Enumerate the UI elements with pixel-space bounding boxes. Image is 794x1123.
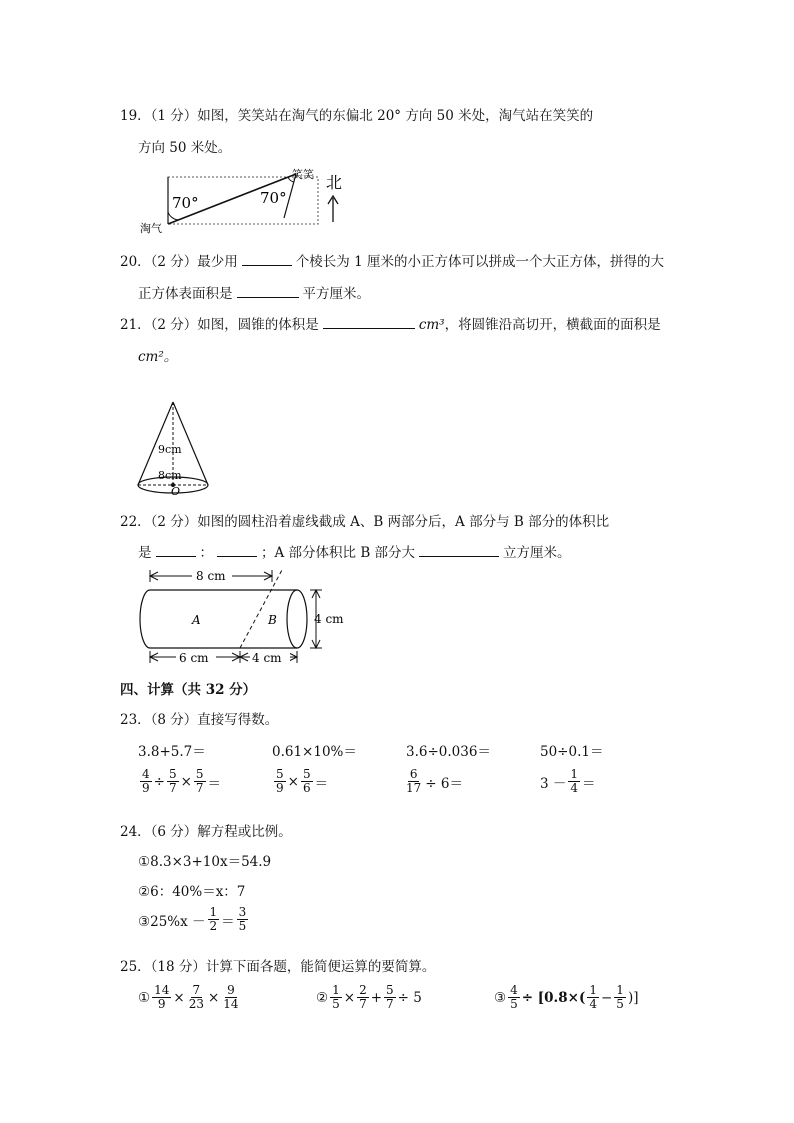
q24-eq2: ②6：40%＝x：7 [138,884,246,900]
q22-line1: 22．（2 分）如图的圆柱沿着虚线截成 A、B 两部分后，A 部分与 B 部分的体积比 [120,514,610,530]
q23-r1-a: 3.8+5.7＝ [138,744,206,760]
q22-bottom-right-label: 4 cm [252,651,282,665]
q25-a: ① $\frac{14}{9}$ × $\frac{7}{23}$ × $\frac{9}{14}$ [138,983,239,1011]
q25-b: ② $\frac{1}{5}$ × $\frac{2}{7}$ + $\frac{5}{7}$ ÷ 5 [316,983,422,1011]
q22-part-b: B [268,613,277,627]
q19-figure [136,160,356,238]
q21-line2: cm²。 [138,349,178,365]
q24-eq1: ①8.3×3+10x＝54.9 [138,854,272,870]
q22-blank1[interactable] [156,542,196,557]
q22-part-a: A [192,613,201,627]
q23-r2-b: $\frac{5}{9}$ × $\frac{5}{6}$ ＝ [276,767,329,795]
q23-r1-d: 50÷0.1＝ [540,744,604,760]
q25-title: 25．（18 分）计算下面各题，能简便运算的要简算。 [120,959,436,975]
q19-angle1: 70° [172,194,199,212]
q23-r2-d: 3 － $\frac{1}{4}$ ＝ [540,767,596,795]
q22-blank2[interactable] [217,542,257,557]
q19-angle2: 70° [260,189,287,207]
q23-r1-c: 3.6÷0.036＝ [406,744,491,760]
q22-blank3[interactable] [419,542,499,557]
q22-bottom-left-label: 6 cm [179,651,209,665]
q23-r2-a: $\frac{4}{9}$ ÷ $\frac{5}{7}$ × $\frac{5}{7}$ ＝ [142,767,222,795]
q21-line1: 21．（2 分）如图，圆锥的体积是 cm³，将圆锥沿高切开，横截面的面积是 [120,313,661,333]
q19-label-xiaoxiao: 笑笑 [292,168,314,181]
q22-top-label: 8 cm [196,569,226,583]
q21-blank[interactable] [323,314,415,329]
q25-c: ③ $\frac{4}{5}$ ÷ [0.8×( $\frac{1}{4}$ − $\frac{1}{5}$ )] [494,983,639,1011]
q22-cylinder-figure [134,566,364,666]
q24-eq3: ③25%x － $\frac{1}{2}$ ＝ $\frac{3}{5}$ [138,905,247,933]
q23-r2-c: $\frac{6}{17}$ ÷ 6＝ [406,767,463,795]
q22-height-label: 4 cm [314,612,344,626]
section4-title: 四、计算（共 32 分） [120,682,257,698]
q21-center-label: O [171,485,181,498]
q19-line1: 19．（1 分）如图，笑笑站在淘气的东偏北 20° 方向 50 米处，淘气站在笑笑的 [120,108,594,124]
q21-diameter-label: 8cm [158,469,182,482]
q20-blank1[interactable] [242,251,292,266]
q23-r1-b: 0.61×10%＝ [272,744,357,760]
q24-title: 24．（6 分）解方程或比例。 [120,824,292,840]
q23-title: 23．（8 分）直接写得数。 [120,712,279,728]
q20-line2: 正方体表面积是 平方厘米。 [138,282,370,302]
q22-line2: 是 ： ；A 部分体积比 B 部分大 立方厘米。 [138,541,571,561]
q19-label-north: 北 [326,173,343,192]
q20-line1: 20．（2 分）最少用 个棱长为 1 厘米的小正方体可以拼成一个大正方体，拼得的大 [120,250,664,270]
q19-label-taoqi: 淘气 [140,222,162,235]
q21-cone-figure [134,398,214,498]
q20-blank2[interactable] [237,283,299,298]
q21-height-label: 9cm [158,443,182,456]
q19-line2: 方向 50 米处。 [138,140,232,156]
